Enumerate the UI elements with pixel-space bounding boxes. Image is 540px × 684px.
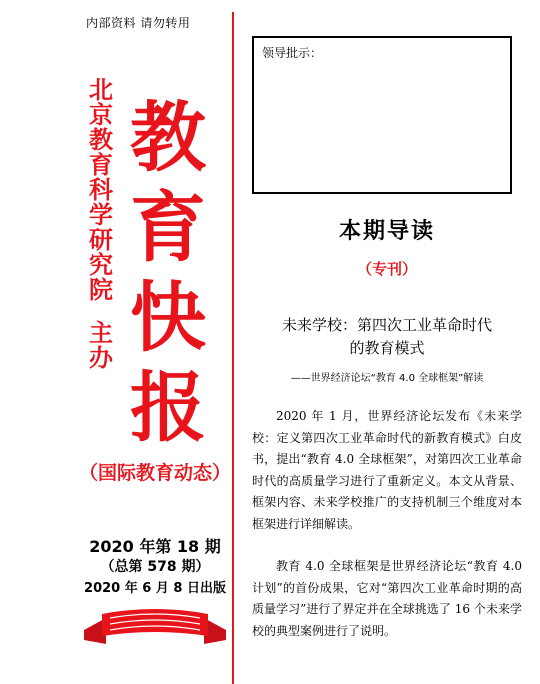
host-char: 办 xyxy=(89,344,113,372)
leader-instruction-label: 领导批示： xyxy=(262,46,323,60)
organizer xyxy=(86,78,116,371)
organizer-char: 学 xyxy=(89,201,113,229)
article-paragraph: 教育 4.0 全球框架是世界经济论坛“教育 4.0 计划”的首份成果，它对“第四次工业革命时期的高质量学习”进行了界定并在全球挑选了 16 个未来学校的典型案例进行了说明。 xyxy=(252,559,522,638)
organizer-char: 育 xyxy=(89,151,113,179)
title-char: 教 xyxy=(130,93,206,182)
issue-number: 2020 年第 18 期 xyxy=(89,537,221,556)
title-char: 报 xyxy=(130,363,206,452)
article-title xyxy=(252,314,522,360)
masthead-title xyxy=(118,93,218,453)
host-char: 主 xyxy=(89,319,113,347)
organizer-char: 北 xyxy=(89,76,113,104)
organizer-char: 教 xyxy=(89,126,113,154)
organizer-char: 究 xyxy=(89,251,113,279)
article-paragraph: 2020 年 1 月，世界经济论坛发布《未来学校：定义第四次工业革命时代的新教育模式》白皮书，提出“教育 4.0 全球框架”，对第四次工业革命时代的高质量学习进行了重新定义。本文从背景、框架内容、未来学校推广的支持机制三个维度对本框架进行详细解读。 xyxy=(252,409,522,531)
guide-title: 本期导读 xyxy=(338,218,435,244)
total-issue: （总第 578 期） xyxy=(100,559,210,575)
title-char: 快 xyxy=(130,273,206,362)
organizer-char: 京 xyxy=(89,101,113,129)
organizer-char: 科 xyxy=(89,176,113,204)
article-title-line: 未来学校：第四次工业革命时代 xyxy=(281,316,492,334)
publish-date: 2020 年 6 月 8 日出版 xyxy=(84,581,226,596)
special-edition-label: （专刊） xyxy=(356,260,417,278)
organizer-char: 研 xyxy=(89,226,113,254)
masthead-subtitle: （国际教育动态） xyxy=(78,462,231,484)
organizer-char: 院 xyxy=(89,276,113,304)
internal-note: 内部资料 请勿转用 xyxy=(86,16,191,30)
article-subtitle: ——世界经济论坛“教育 4.0 全球框架”解读 xyxy=(290,373,484,384)
title-char: 育 xyxy=(130,183,206,272)
article-title-line: 的教育模式 xyxy=(349,339,425,357)
ribbon-decoration xyxy=(80,600,230,650)
